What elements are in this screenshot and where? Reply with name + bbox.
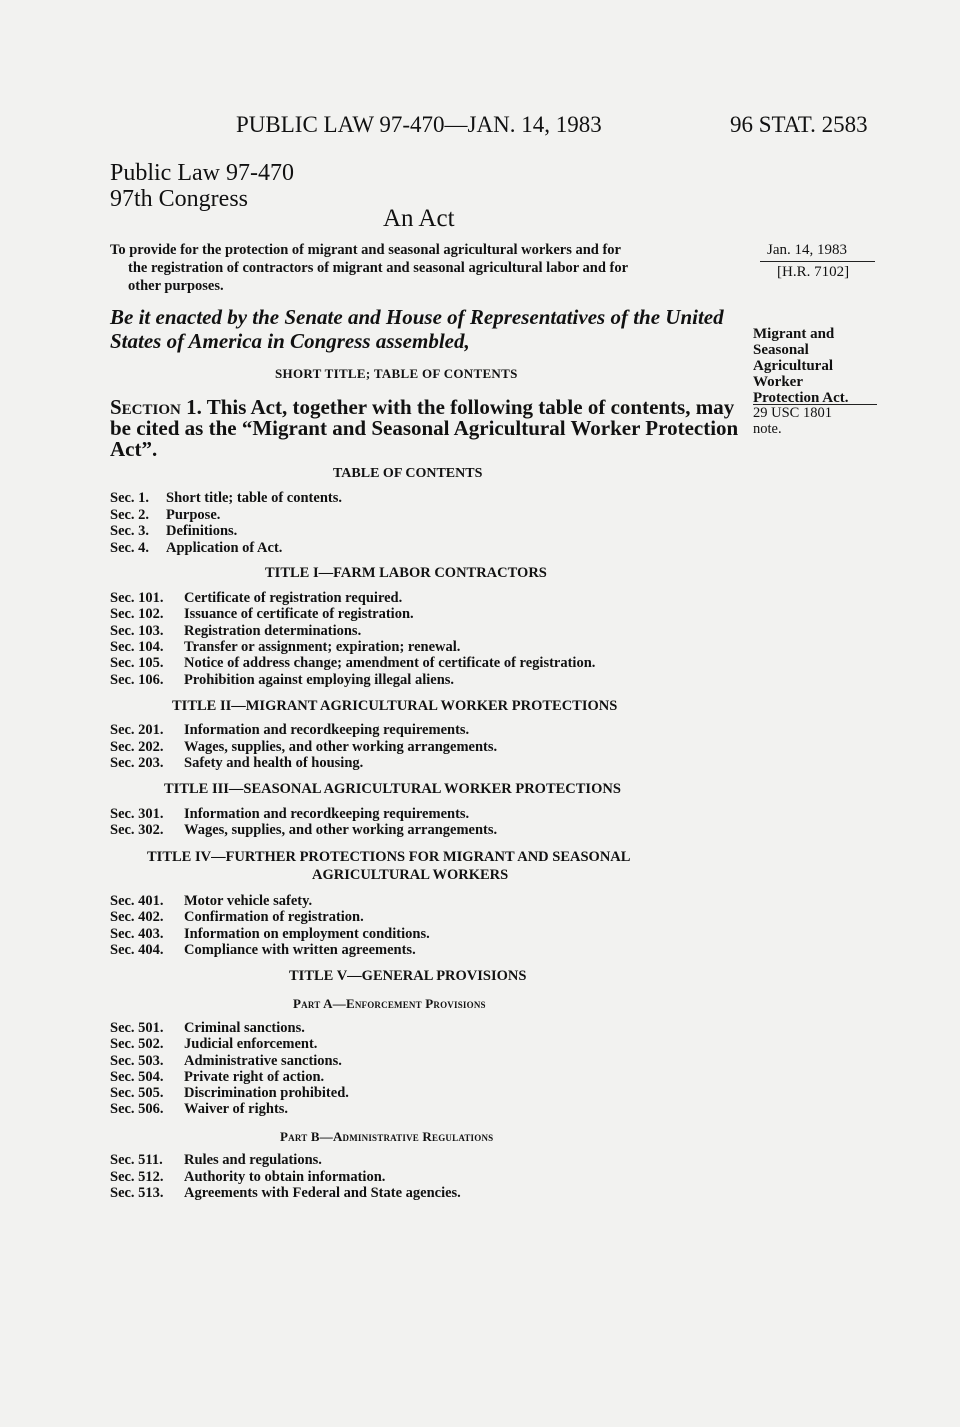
toc-item: Sec. 511. Rules and regulations.	[110, 1152, 322, 1168]
toc-item: Sec. 4. Application of Act.	[110, 540, 283, 556]
margin-note-line: Protection Act.	[753, 390, 849, 406]
toc-item: Sec. 504. Private right of action.	[110, 1069, 325, 1085]
section-1-label: Section 1.	[110, 395, 202, 419]
toc-item: Sec. 301. Information and recordkeeping requirements.	[110, 806, 470, 822]
margin-note-line: Seasonal	[753, 342, 809, 358]
toc-item: Sec. 506. Waiver of rights.	[110, 1101, 289, 1117]
margin-date: Jan. 14, 1983	[767, 242, 847, 258]
toc-item: Sec. 403. Information on employment conditions.	[110, 926, 430, 942]
toc-item: Sec. 104. Transfer or assignment; expiration; renewal.	[110, 639, 461, 655]
title-1-heading: TITLE I—FARM LABOR CONTRACTORS	[265, 565, 547, 581]
toc-item: Sec. 512. Authority to obtain information.	[110, 1169, 386, 1185]
margin-divider	[760, 261, 875, 262]
title-4-heading-line2: AGRICULTURAL WORKERS	[312, 867, 509, 883]
public-law-number: Public Law 97-470	[110, 160, 294, 186]
purpose-statement	[110, 241, 750, 295]
margin-note	[753, 326, 849, 406]
toc-item: Sec. 1. Short title; table of contents.	[110, 490, 342, 506]
running-head: PUBLIC LAW 97-470—JAN. 14, 1983	[236, 112, 602, 137]
title-5-heading: TITLE V—GENERAL PROVISIONS	[289, 968, 527, 984]
purpose-line: other purposes.	[128, 278, 224, 294]
toc-item: Sec. 502. Judicial enforcement.	[110, 1036, 318, 1052]
toc-item: Sec. 106. Prohibition against employing illegal aliens.	[110, 672, 455, 688]
title-4-heading: TITLE IV—FURTHER PROTECTIONS FOR MIGRANT AND SEASONAL	[147, 849, 631, 865]
toc-item: Sec. 401. Motor vehicle safety.	[110, 893, 313, 909]
margin-bill-number: [H.R. 7102]	[777, 264, 850, 280]
act-title: An Act	[383, 205, 455, 232]
congress-label: 97th Congress	[110, 186, 248, 212]
margin-citation-line: 29 USC 1801	[753, 405, 832, 421]
section-1-body: This Act, together with the following table of contents, may be cited as the “Migrant and Seasonal Agricultural Worker Protection Act”.	[110, 395, 739, 461]
toc-item: Sec. 2. Purpose.	[110, 507, 221, 523]
toc-item: Sec. 505. Discrimination prohibited.	[110, 1085, 349, 1101]
toc-item: Sec. 102. Issuance of certificate of registration.	[110, 606, 414, 622]
toc-item: Sec. 101. Certificate of registration required.	[110, 590, 403, 606]
margin-note-line: Migrant and	[753, 326, 835, 342]
margin-citation-line: note.	[753, 421, 782, 437]
toc-item: Sec. 503. Administrative sanctions.	[110, 1053, 342, 1069]
title-2-heading: TITLE II—MIGRANT AGRICULTURAL WORKER PROTECTIONS	[172, 698, 618, 714]
toc-heading: TABLE OF CONTENTS	[333, 466, 483, 481]
margin-note-line: Agricultural	[753, 358, 833, 374]
title-3-heading: TITLE III—SEASONAL AGRICULTURAL WORKER PROTECTIONS	[164, 781, 621, 797]
toc-item: Sec. 203. Safety and health of housing.	[110, 755, 364, 771]
toc-item: Sec. 302. Wages, supplies, and other working arrangements.	[110, 822, 498, 838]
toc-item: Sec. 105. Notice of address change; amendment of certificate of registration.	[110, 655, 596, 671]
toc-item: Sec. 402. Confirmation of registration.	[110, 909, 364, 925]
short-title-heading: SHORT TITLE; TABLE OF CONTENTS	[275, 366, 518, 381]
stat-page-number: 96 STAT. 2583	[730, 112, 868, 137]
toc-item: Sec. 103. Registration determinations.	[110, 623, 362, 639]
part-a-heading: Part A—Enforcement Provisions	[293, 996, 486, 1011]
margin-citation	[753, 405, 832, 437]
toc-item: Sec. 201. Information and recordkeeping requirements.	[110, 722, 470, 738]
part-b-heading: Part B—Administrative Regulations	[280, 1129, 494, 1144]
toc-item: Sec. 202. Wages, supplies, and other working arrangements.	[110, 739, 498, 755]
toc-item: Sec. 3. Definitions.	[110, 523, 238, 539]
toc-item: Sec. 501. Criminal sanctions.	[110, 1020, 305, 1036]
margin-note-line: Worker	[753, 374, 803, 390]
section-1-text	[110, 397, 740, 460]
toc-item: Sec. 404. Compliance with written agreements.	[110, 942, 416, 958]
purpose-line: the registration of contractors of migrant and seasonal agricultural labor and for	[128, 260, 629, 276]
enacting-clause: Be it enacted by the Senate and House of Representatives of the United States of America in Congress assembled,	[110, 305, 724, 353]
toc-item: Sec. 513. Agreements with Federal and State agencies.	[110, 1185, 461, 1201]
purpose-line: To provide for the protection of migrant and seasonal agricultural workers and for	[110, 242, 621, 258]
